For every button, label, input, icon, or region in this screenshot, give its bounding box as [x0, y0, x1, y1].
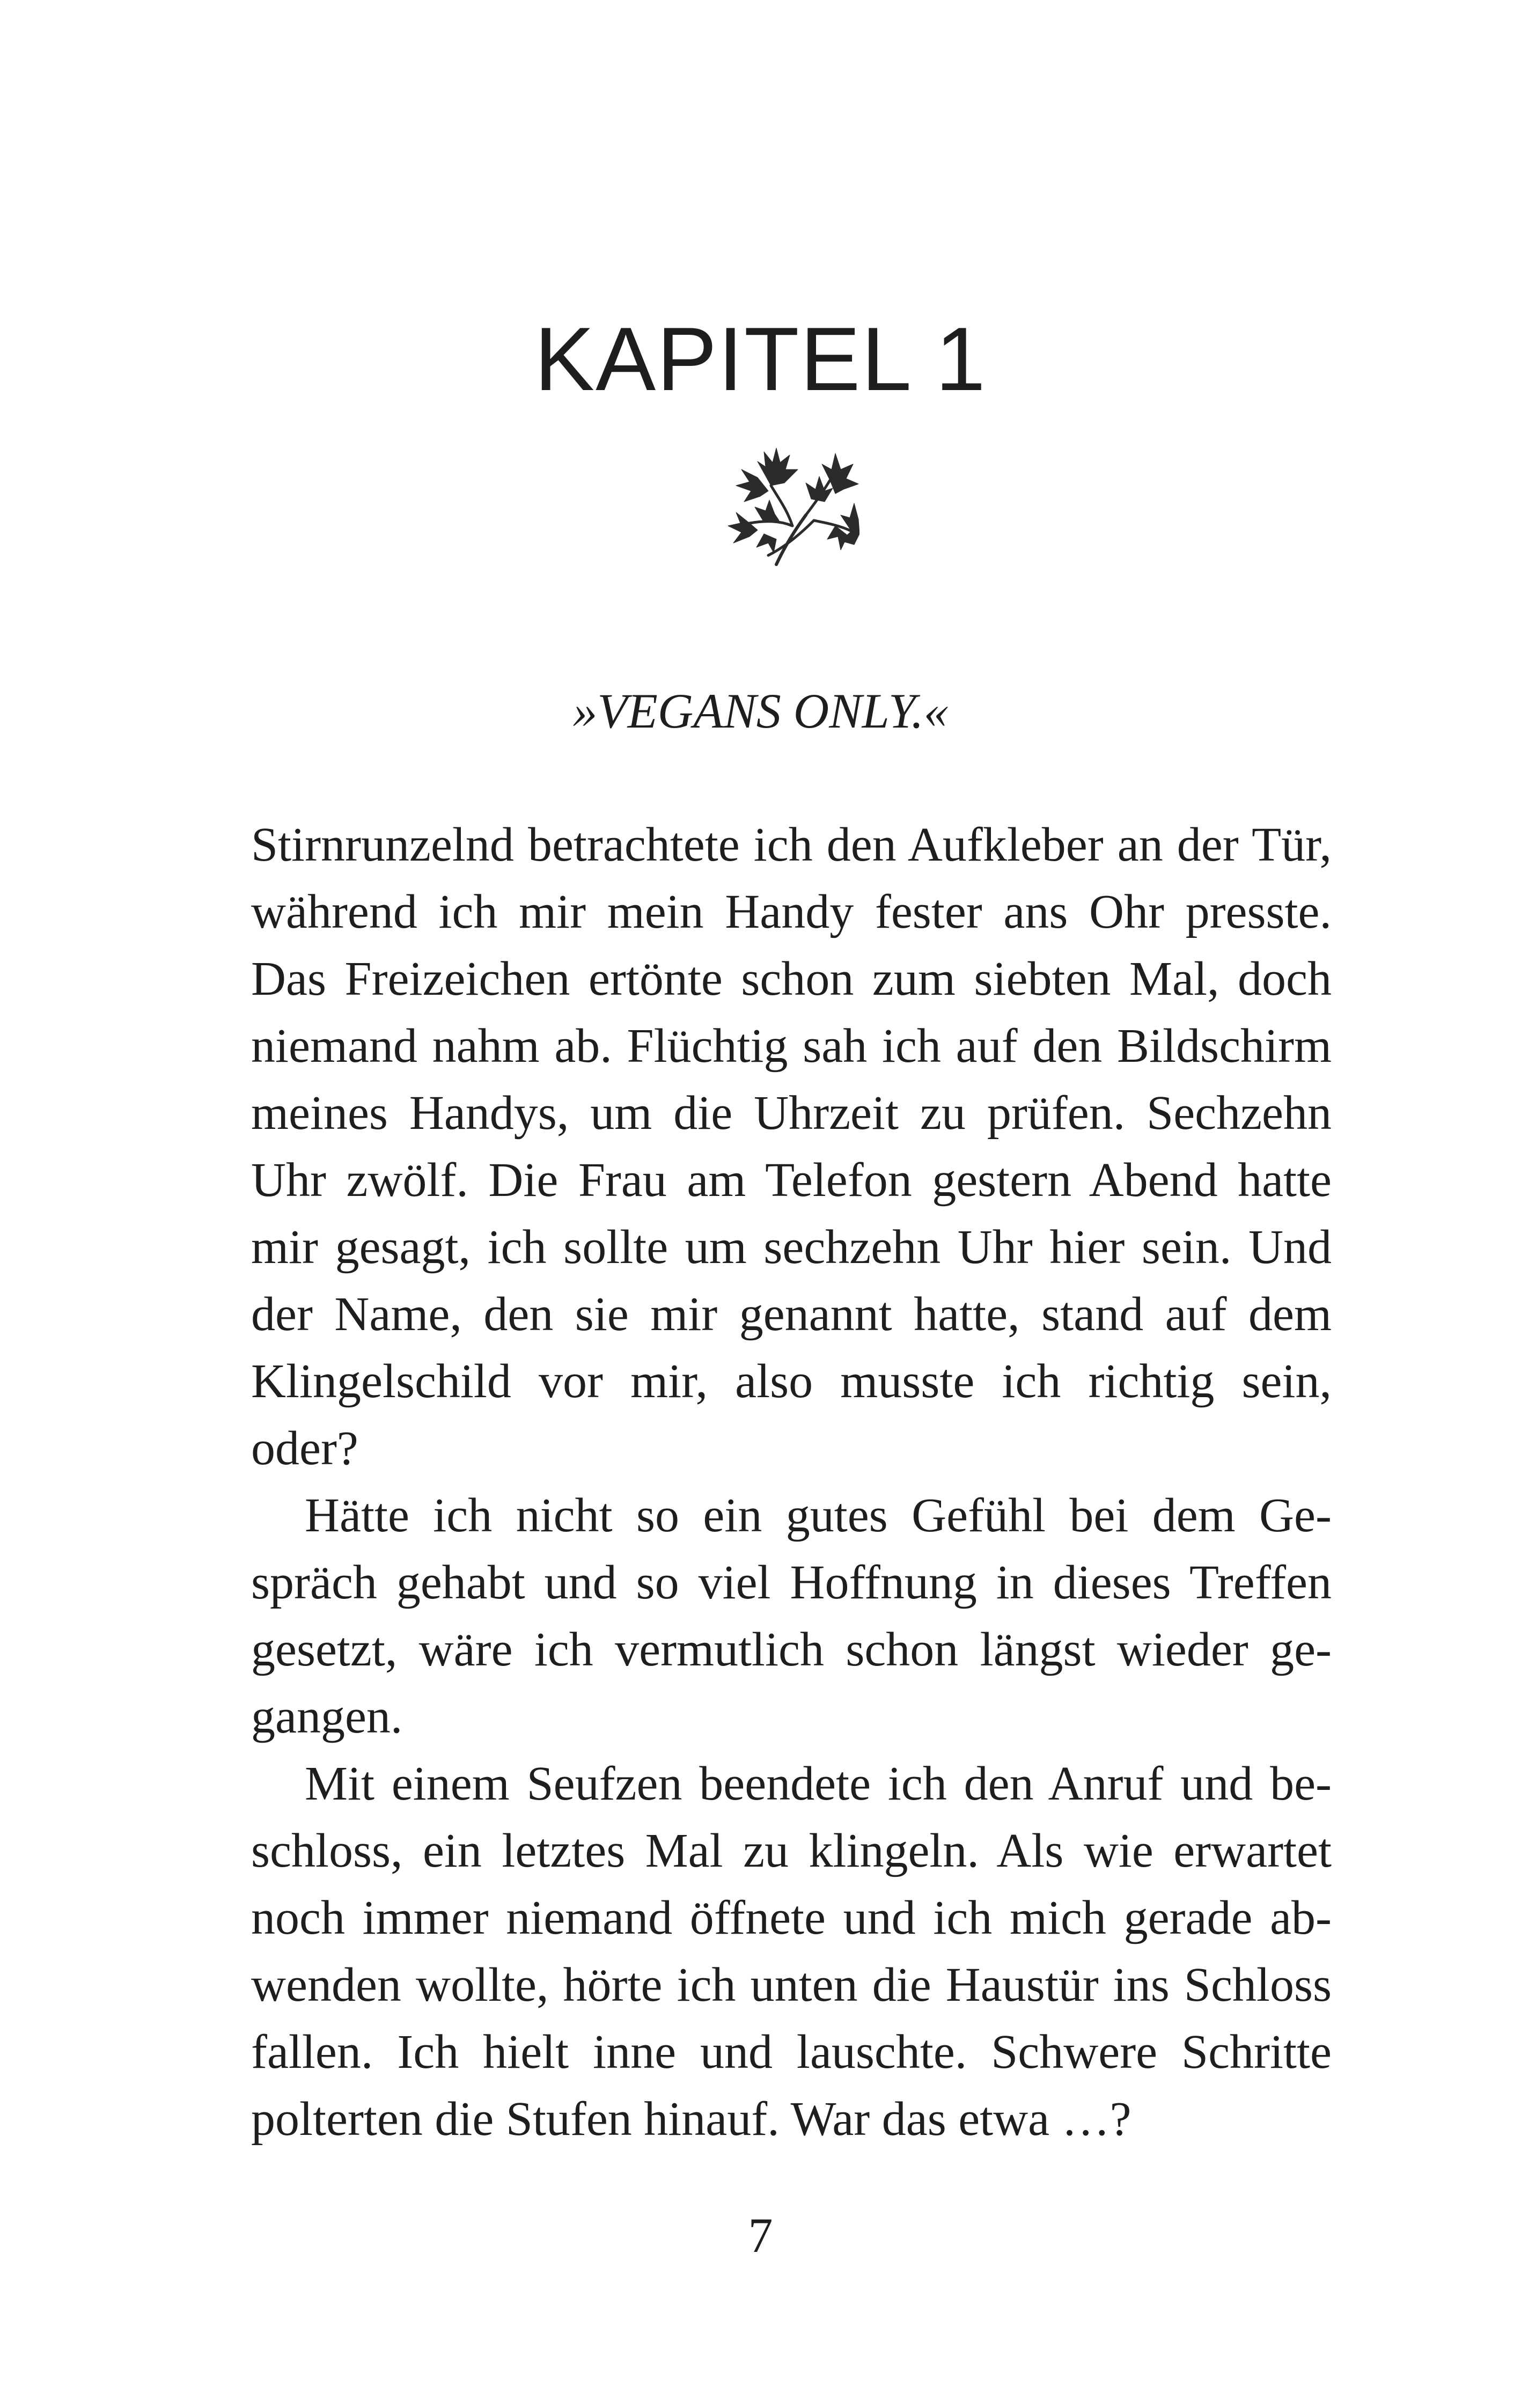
parsley-sprig-icon	[725, 440, 859, 574]
paragraph: Stirnrunzelnd betrachtete ich den Aufkleber an der Tür, während ich mir mein Handy fester ans Ohr presste. Das Freizeichen ertönte schon zum siebten Mal, doch niemand nahm ab. Flüchtig sah ich auf den Bildschirm meines Handys, um die Uhrzeit zu prüfen. Sechzehn Uhr zwölf. Die Frau am Telefon gestern Abend hatte mir gesagt, ich sollte um sechzehn Uhr hier sein. Und der Name, den sie mir genannt hatte, stand auf dem Klingelschild vor mir, also musste ich richtig sein, oder?	[251, 818, 1332, 1475]
page-number: 7	[748, 2208, 773, 2263]
paragraph: Mit einem Seufzen beendete ich den Anruf und beschloss, ein letztes Mal zu klingeln. Als wie erwartet noch immer niemand öffnete und ich mich gerade abwenden wollte, hörte ich unten die Haustür ins Schloss fallen. Ich hielt inne und lauschte. Schwere Schritte polterten die Stufen hinauf. War das etwa …?	[251, 1757, 1332, 2146]
chapter-body	[251, 811, 1332, 2153]
chapter-title: KAPITEL 1	[534, 309, 987, 409]
epigraph: »VEGANS ONLY.«	[572, 684, 949, 738]
paragraph: Hätte ich nicht so ein gutes Gefühl bei dem Gespräch gehabt und so viel Hoffnung in dieses Treffen gesetzt, wäre ich vermutlich schon längst wieder gegangen.	[251, 1489, 1332, 1743]
